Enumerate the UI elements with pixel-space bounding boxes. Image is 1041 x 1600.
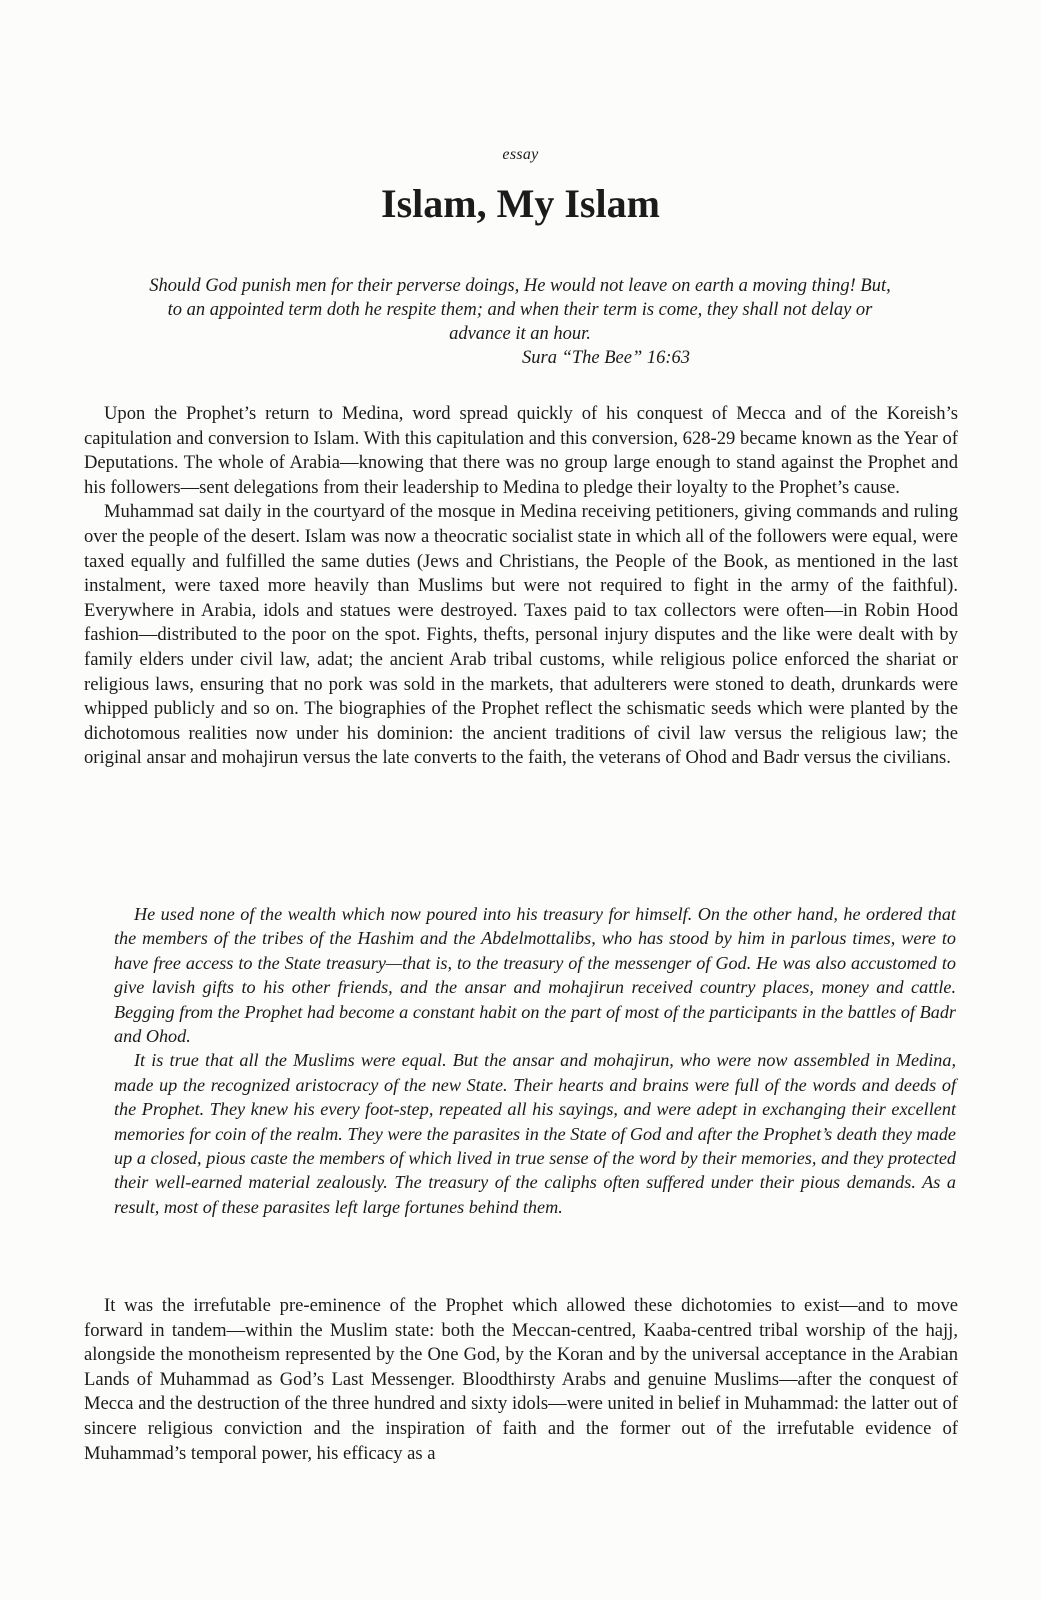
body-paragraph: It was the irrefutable pre-eminence of the Prophet which allowed these dichotomies to exist—and to move forward in tandem—within the Muslim state: both the Meccan-centred, Kaaba-centred tribal worship of the hajj, alongside the monotheism represented by the One God, by the Koran and by the universal acceptance in the Arabian Lands of Muhammad as God’s Last Messenger. Bloodthirsty Arabs and genuine Muslims—after the conquest of Mecca and the destruction of the three hundred and sixty idols—were united in belief in Muhammad: the latter out of sincere religious conviction and the inspiration of faith and the former out of the irrefutable evidence of Muhammad’s temporal power, his efficacy as a [84,1295,958,1464]
body-paragraph: Upon the Prophet’s return to Medina, word spread quickly of his conquest of Mecca and of the Koreish’s capitulation and conversion to Islam. With this capitulation and this conversion, 628-29 became known as the Year of Deputations. The whole of Arabia—knowing that there was no group large enough to stand against the Prophet and his followers—sent delegations from their leadership to Medina to pledge their loyalty to the Prophet’s cause. [84,403,958,498]
intro-body [84,402,958,771]
essay-title: Islam, My Islam [381,181,660,226]
epigraph-source: Sura “The Bee” 16:63 [522,348,691,368]
section-label: essay [502,146,539,163]
closing-body [84,1294,958,1466]
quote-paragraph: It is true that all the Muslims were equal. But the ansar and mohajirun, who were now assembled in Medina, made up the recognized aristocracy of the new State. Their hearts and brains were full of the words and deeds of the Prophet. They knew his every foot-step, repeated all his sayings, and were adept in exchanging their excellent memories for coin of the realm. They were the parasites in the State of God and after the Prophet’s death they made up a closed, pious caste the members of which lived in true sense of the word by their memories, and they protected their well-earned material zealously. The treasury of the caliphs often suffered under their pious demands. As a result, most of these parasites left large fortunes behind them. [114,1050,956,1217]
block-quote [114,902,956,1219]
body-paragraph: Muhammad sat daily in the courtyard of the mosque in Medina receiving petitioners, giving commands and ruling over the people of the desert. Islam was now a theocratic socialist state in which all of the followers were equal, were taxed equally and fulfilled the same duties (Jews and Christians, the People of the Book, as mentioned in the last instalment, were taxed more heavily than Muslims but were not required to fight in the army of the faithful). Everywhere in Arabia, idols and statues were destroyed. Taxes paid to tax collectors were often—in Robin Hood fashion—distributed to the poor on the spot. Fights, thefts, personal injury disputes and the like were dealt with by family elders under civil law, adat; the ancient Arab tribal customs, while religious police enforced the shariat or religious laws, ensuring that no pork was sold in the markets, that adulterers were stoned to death, drunkards were whipped publicly and so on. The biographies of the Prophet reflect the schismatic seeds which were planted by the dichotomous realities now under his dominion: the ancient traditions of civil law versus the religious law; the original ansar and mohajirun versus the late converts to the faith, the veterans of Ohod and Badr versus the civilians. [84,501,958,769]
epigraph-text: Should God punish men for their perverse doings, He would not leave on earth a moving thing! But, to an appointed term doth he respite them; and when their term is come, they shall not delay or advance it an hour. [149,276,891,344]
quote-paragraph: He used none of the wealth which now poured into his treasury for himself. On the other hand, he ordered that the members of the tribes of the Hashim and the Abdelmottalibs, who has stood by him in parlous times, were to have free access to the State treasury—that is, to the treasury of the messenger of God. He was also accustomed to give lavish gifts to his other friends, and the ansar and mohajirun received country places, money and cattle. Begging from the Prophet had become a constant habit on the part of most of the participants in the battles of Badr and Ohod. [114,904,956,1047]
